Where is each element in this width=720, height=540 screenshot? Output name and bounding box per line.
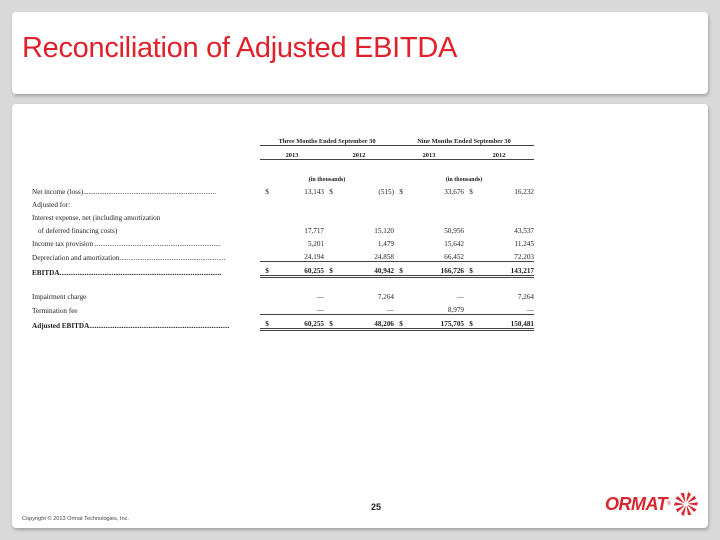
- value-cell: 33,676: [444, 188, 464, 196]
- table-row: [32, 248, 564, 262]
- value-cell: 166,726: [408, 262, 464, 277]
- row-label: of deferred financing costs): [38, 227, 118, 235]
- header-nine-months: Nine Months Ended September 30: [394, 132, 534, 146]
- year-header: 2013: [260, 146, 324, 160]
- value-cell: —: [316, 306, 324, 314]
- value-cell: 175,705: [408, 315, 464, 330]
- table-row: [32, 196, 564, 209]
- dollar-sign: $: [324, 315, 338, 330]
- group-header-row: [32, 132, 564, 146]
- dollar-sign: $: [464, 262, 478, 277]
- header-three-months: Three Months Ended September 30: [260, 132, 394, 146]
- year-header: 2012: [324, 146, 394, 160]
- dollar-sign: $: [329, 188, 333, 196]
- row-label: Income tax provision ......................................................................: [32, 240, 221, 248]
- value-cell: 24,858: [374, 253, 394, 261]
- value-cell: 150,481: [478, 315, 534, 330]
- page-number: 25: [370, 502, 381, 512]
- units-label: (in thousands): [445, 177, 483, 183]
- table-row: [32, 209, 564, 222]
- value-cell: 48,206: [338, 315, 394, 330]
- copyright-text: Copyright © 2013 Ormat Technologies, Inc.: [22, 516, 129, 522]
- value-cell: (515): [378, 188, 394, 196]
- ebitda-reconciliation-table: [32, 132, 564, 331]
- year-header: 2012: [464, 146, 534, 160]
- value-cell: 7,264: [517, 293, 534, 301]
- row-label: Adjusted EBITDA..............................................................................: [32, 321, 230, 330]
- value-cell: 60,255: [274, 262, 324, 277]
- value-cell: 8,979: [447, 306, 464, 314]
- value-cell: 15,642: [444, 240, 464, 248]
- dollar-sign: $: [399, 188, 403, 196]
- year-header-row: [32, 146, 564, 160]
- ebitda-table-container: [32, 132, 554, 331]
- value-cell: 17,717: [304, 227, 324, 235]
- value-cell: 5,201: [307, 240, 324, 248]
- title-panel: [12, 12, 708, 94]
- value-cell: 60,255: [274, 315, 324, 330]
- value-cell: —: [316, 293, 324, 301]
- logo-text: ORMAT: [605, 493, 668, 514]
- value-cell: —: [386, 306, 394, 314]
- table-row: [32, 235, 564, 248]
- units-label: (in thousands): [308, 177, 346, 183]
- value-cell: —: [526, 306, 534, 314]
- table-row: [32, 301, 564, 315]
- value-cell: 66,452: [444, 253, 464, 261]
- dollar-sign: $: [394, 262, 408, 277]
- dollar-sign: $: [464, 315, 478, 330]
- slide-title: Reconciliation of Adjusted EBITDA: [22, 32, 457, 64]
- dollar-sign: $: [394, 315, 408, 330]
- row-label: Adjusted for:: [32, 201, 71, 209]
- logo-trademark: ®: [667, 501, 671, 507]
- dollar-sign: $: [324, 262, 338, 277]
- row-label: EBITDA..........................................................................................: [32, 268, 222, 277]
- row-label: Impairment charge: [32, 293, 87, 301]
- pinwheel-logo-icon: [673, 491, 699, 517]
- value-cell: 13,143: [304, 188, 324, 196]
- dollar-sign: $: [260, 262, 274, 277]
- dollar-sign: $: [260, 315, 274, 330]
- value-cell: 11,245: [514, 240, 534, 248]
- spacer-row: [32, 277, 564, 289]
- ebitda-total-row: [32, 262, 564, 277]
- value-cell: 7,264: [377, 293, 394, 301]
- value-cell: 24,194: [304, 253, 324, 261]
- table-row: [32, 288, 564, 301]
- value-cell: —: [456, 293, 464, 301]
- value-cell: 16,232: [514, 188, 534, 196]
- year-header: 2013: [394, 146, 464, 160]
- content-panel: [12, 104, 708, 528]
- value-cell: 50,956: [444, 227, 464, 235]
- value-cell: 1,479: [377, 240, 394, 248]
- adjusted-ebitda-total-row: [32, 315, 564, 330]
- dollar-sign: $: [469, 188, 473, 196]
- ormat-logo: [605, 491, 699, 517]
- value-cell: 72,203: [514, 253, 534, 261]
- row-label: Interest expense, net (including amortization: [32, 214, 161, 222]
- units-row: [32, 170, 564, 183]
- dollar-sign: $: [265, 188, 269, 196]
- spacer-row: [32, 160, 564, 171]
- value-cell: 40,942: [338, 262, 394, 277]
- value-cell: 143,217: [478, 262, 534, 277]
- table-row: [32, 222, 564, 235]
- value-cell: 15,120: [374, 227, 394, 235]
- row-label: Termination fee: [32, 306, 78, 315]
- table-row: [32, 183, 564, 196]
- row-label: Depreciation and amortization...........................................................: [32, 253, 226, 262]
- row-label: Net income (loss)..........................................................................: [32, 188, 217, 196]
- value-cell: 43,537: [514, 227, 534, 235]
